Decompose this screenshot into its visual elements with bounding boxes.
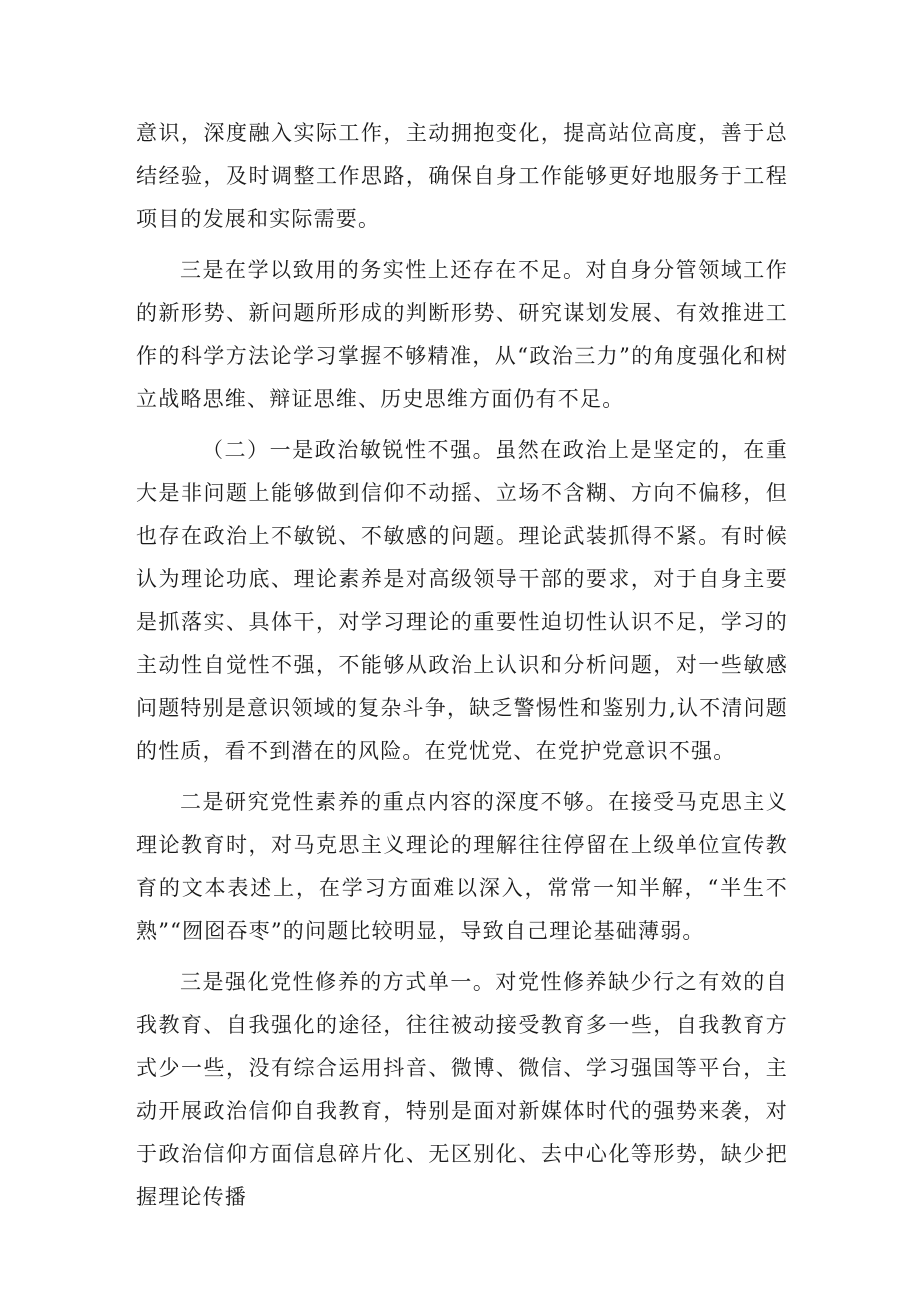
paragraph-section-two-point-one: （二）一是政治敏锐性不强。虽然在政治上是坚定的，在重大是非问题上能够做到信仰不动摇、立场不含糊、方向不偏移，但也存在政治上不敏锐、不敏感的问题。理论武装抓得不紧。有时候认为理论功底、理论素养是对高级领导干部的要求，对于自身主要是抓落实、具体干，对学习理论的重要性迫切性认识不足，学习的主动性自觉性不强，不能够从政治上认识和分析问题，对一些敏感问题特别是意识领域的复杂斗争，缺乏警惕性和鉴别力,认不清问题的性质，看不到潜在的风险。在党忧党、在党护党意识不强。 xyxy=(136,438,788,763)
paragraph-continuation: 意识，深度融入实际工作，主动拥抱变化，提高站位高度，善于总结经验，及时调整工作思路，确保自身工作能够更好地服务于工程项目的发展和实际需要。 xyxy=(136,121,788,231)
paragraph-section-two-point-three: 三是强化党性修养的方式单一。对党性修养缺少行之有效的自我教育、自我强化的途径，往往被动接受教育多一些，自我教育方式少一些，没有综合运用抖音、微博、微信、学习强国等平台，主动开展政治信仰自我教育，特别是面对新媒体时代的强势来袭，对于政治信仰方面信息碎片化、无区别化、去中心化等形势，缺少把握理论传播 xyxy=(136,970,788,1209)
document-body xyxy=(136,112,788,1227)
paragraph-section-two-point-two: 二是研究党性素养的重点内容的深度不够。在接受马克思主义理论教育时，对马克思主义理论的理解往往停留在上级单位宣传教育的文本表述上，在学习方面难以深入，常常一知半解，“半生不熟”“囫囵吞枣”的问题比较明显，导致自己理论基础薄弱。 xyxy=(136,790,788,943)
paragraph-point-three-application: 三是在学以致用的务实性上还存在不足。对自身分管领域工作的新形势、新问题所形成的判断形势、研究谋划发展、有效推进工作的科学方法论学习掌握不够精准，从“政治三力”的角度强化和树立战略思维、辩证思维、历史思维方面仍有不足。 xyxy=(136,258,788,411)
